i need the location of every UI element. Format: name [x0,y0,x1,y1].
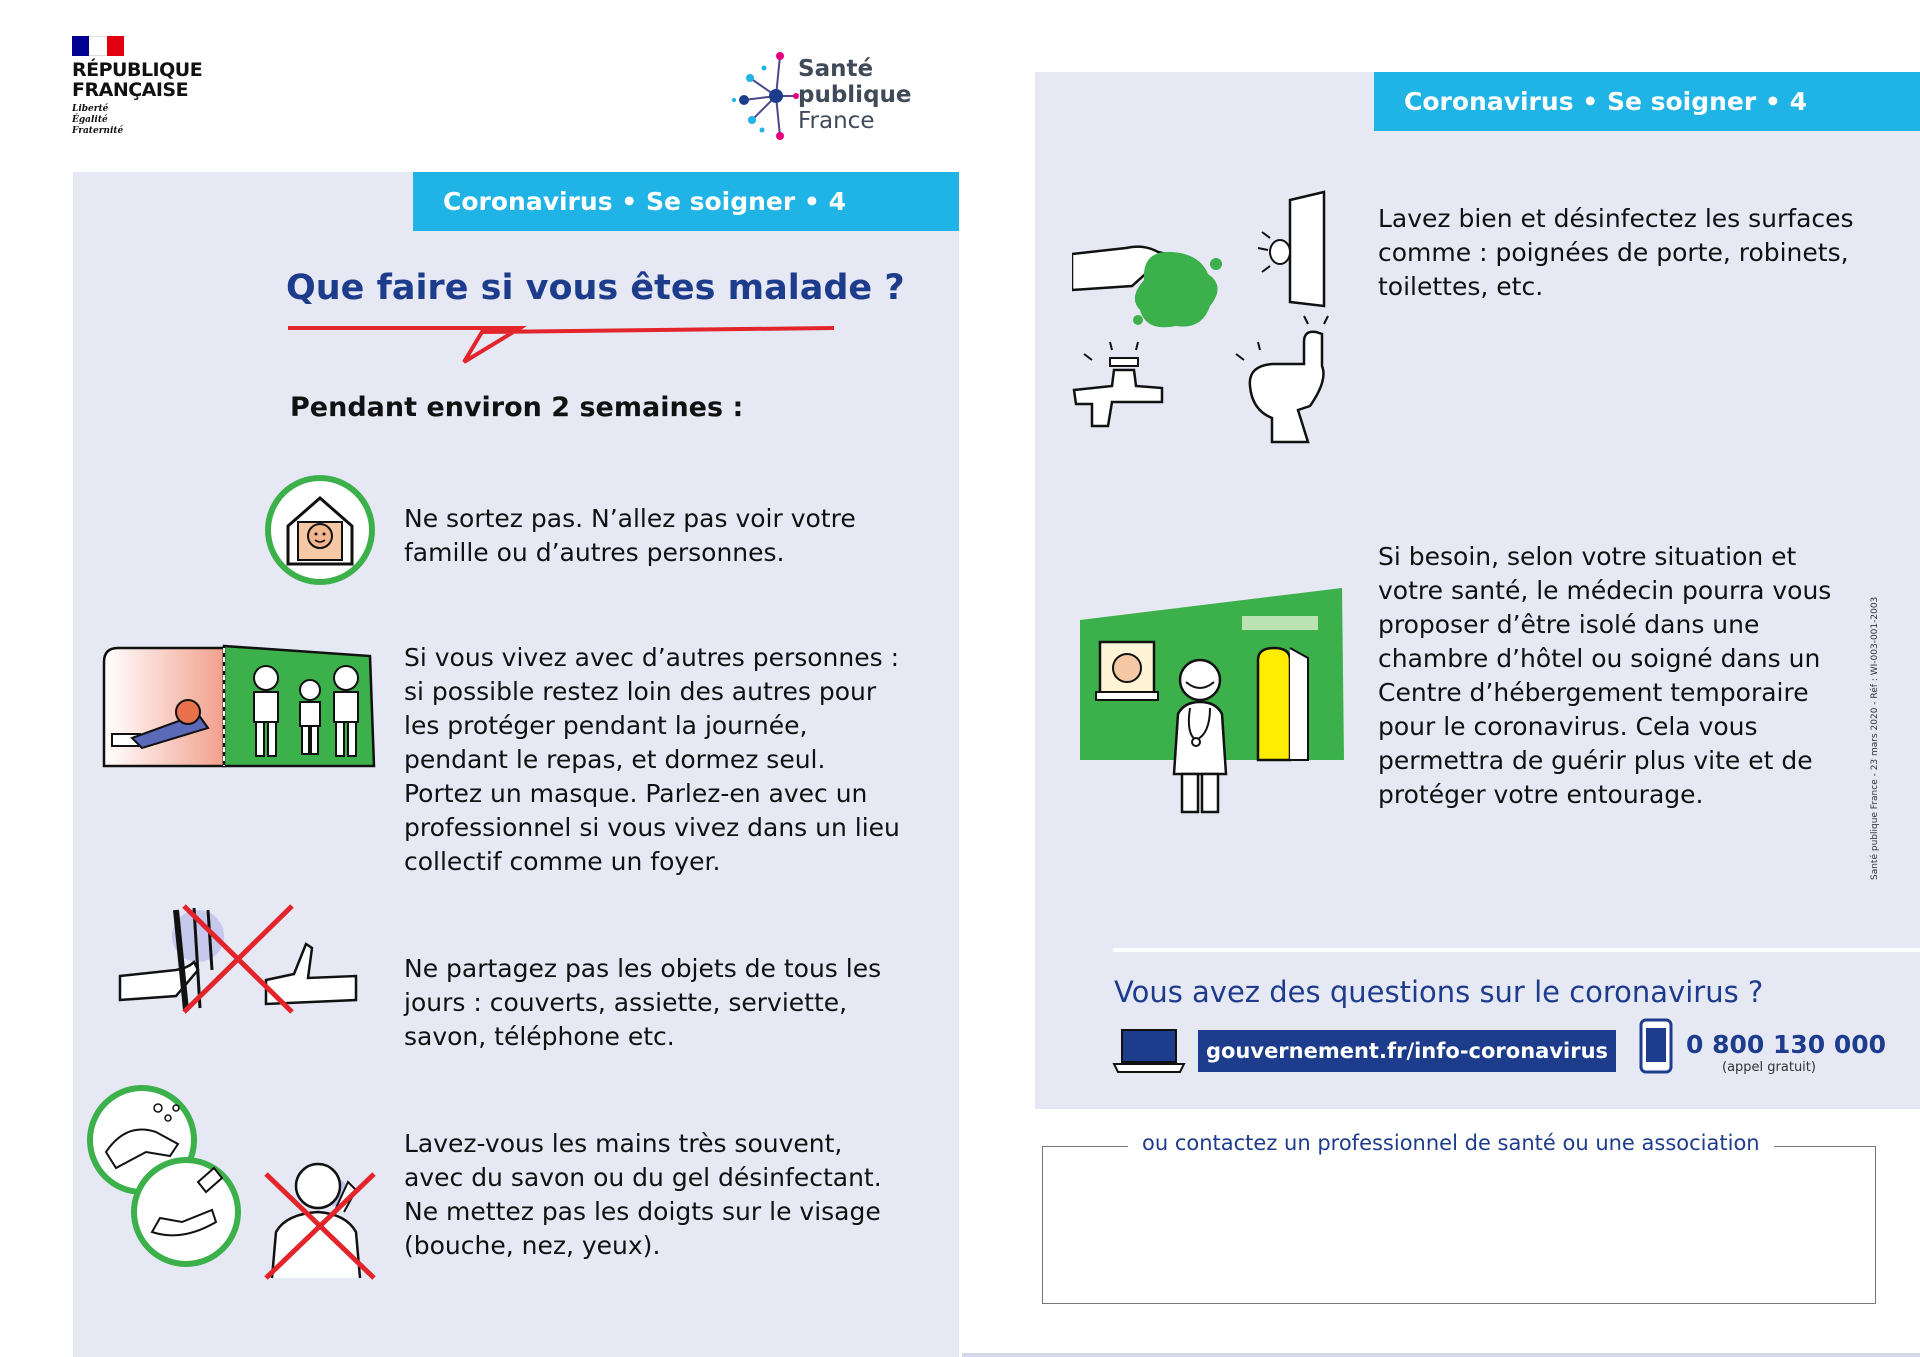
phone-number[interactable]: 0 800 130 000 [1686,1030,1887,1059]
advice-stay-home: Ne sortez pas. N’allez pas voir votre famille ou d’autres personnes. [404,504,856,567]
advice-wash-hands: Lavez-vous les mains très souvent, avec du savon ou du gel désinfectant. Ne mettez pas les doigts sur le visage (bouche, nez, yeux). [404,1129,882,1260]
section-divider [1113,948,1920,952]
laptop-icon [1112,1026,1186,1074]
isolation-room-icon [102,642,378,770]
advice-hotel-isolation: Si besoin, selon votre situation et votre santé, le médecin pourra vous proposer d’être isolé dans une chambre d’hôtel ou soigné dans un Centre d’hébergement temporaire pour le coronavirus. Cela vous permettra de guérir plus vite et de protéger votre entourage. [1378,542,1832,809]
hotel-doctor-icon [1078,584,1348,816]
contact-box [1042,1146,1876,1304]
left-banner: Coronavirus • Se soigner • 4 [413,172,959,231]
french-flag-icon [72,36,124,56]
right-banner: Coronavirus • Se soigner • 4 [1374,72,1920,131]
stay-home-icon [264,474,376,586]
bottom-border [962,1353,1920,1357]
questions-heading: Vous avez des questions sur le coronavirus ? [1114,975,1764,1009]
speech-underline-icon [286,322,846,368]
republique-francaise-logo [72,36,212,146]
spf-network-icon [730,48,800,148]
page-title: Que faire si vous êtes malade ? [286,268,905,308]
advice-no-sharing: Ne partagez pas les objets de tous les jours : couverts, assiette, serviette, savon, téléphone etc. [404,954,882,1051]
smartphone-icon [1638,1018,1674,1074]
advice-disinfect: Lavez bien et désinfectez les surfaces comme : poignées de porte, robinets, toilettes, etc. [1378,204,1854,301]
reference-code: Santé publique France - 23 mars 2020 - Réf : WI-003-001-2003 [1870,596,1880,880]
info-url-link[interactable]: gouvernement.fr/info-coronavirus [1198,1030,1616,1072]
sante-publique-france-logo [730,48,910,148]
phone-note: (appel gratuit) [1722,1060,1816,1075]
advice-live-with-others: Si vous vivez avec d’autres personnes : si possible restez loin des autres pour les protéger pendant la journée, pendant le repas, et dormez seul. Portez un masque. Parlez-en avec un professionnel si vous vivez dans un lieu collectif comme un foyer. [404,643,900,876]
subtitle: Pendant environ 2 semaines : [290,392,744,423]
rf-name: RÉPUBLIQUE FRANÇAISE [72,59,203,101]
spf-name: Santé publique France [798,56,912,134]
contact-label: ou contactez un professionnel de santé ou une association [1128,1131,1774,1155]
disinfect-surfaces-icon [1072,190,1334,446]
rf-motto: Liberté Égalité Fraternité [72,104,124,136]
no-sharing-icon [116,900,360,1030]
hand-washing-icon [86,1082,382,1282]
